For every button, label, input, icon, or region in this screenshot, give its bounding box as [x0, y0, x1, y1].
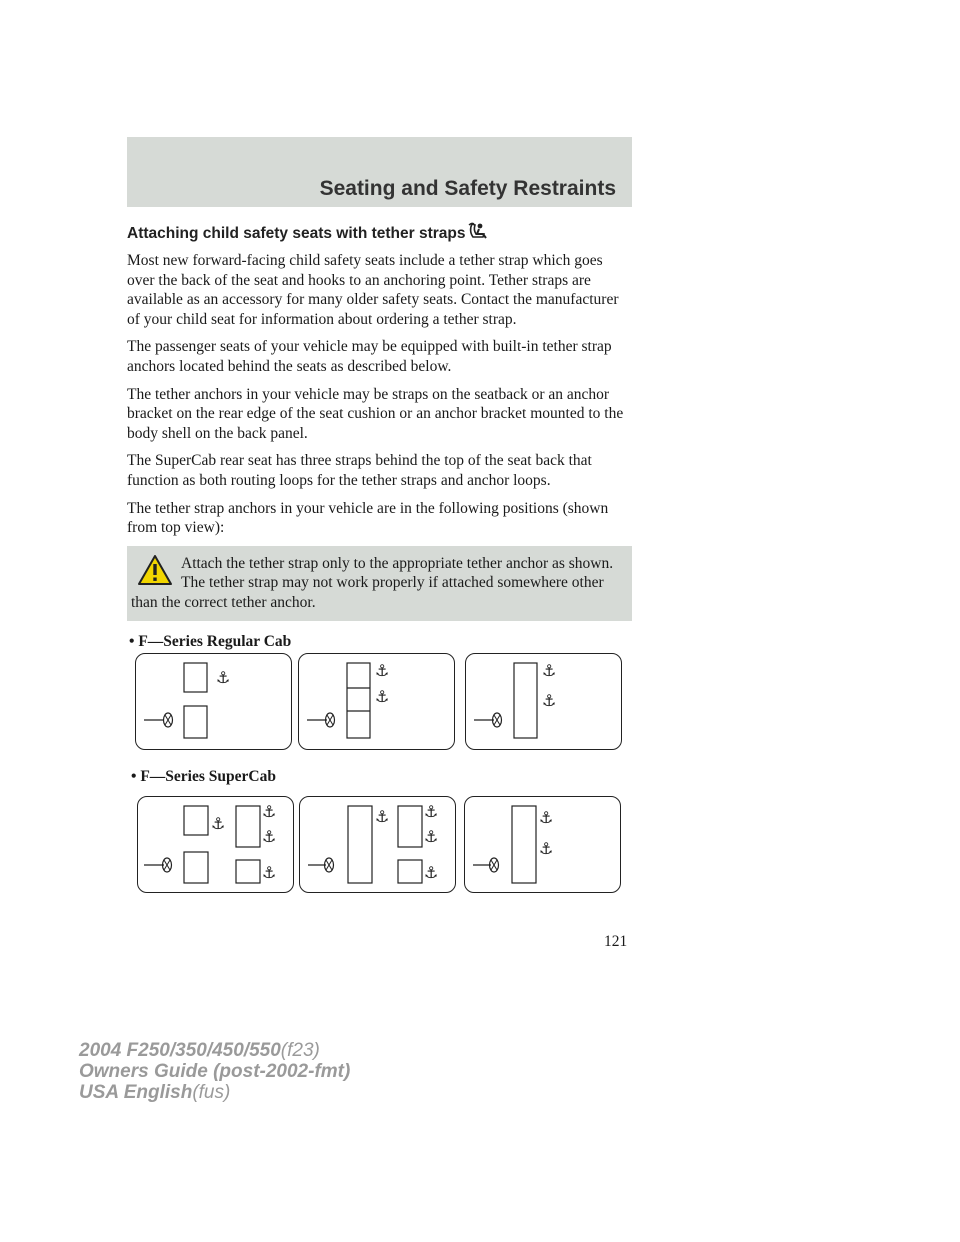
svg-text:⚓: ⚓ [211, 814, 226, 833]
footer-model: 2004 F250/350/450/550 [79, 1040, 281, 1061]
paragraph-1: Most new forward-facing child safety seats include a tether strap which goes over the back of the seat and hooks to an anchoring point. Tether straps are available as an accessory for many older safety seats. Contact the manufacturer of your child seat for information about ordering a tether strap. [127, 252, 619, 328]
supercab-diagram-2 [299, 796, 456, 893]
svg-text:⚓: ⚓ [216, 668, 231, 687]
page-section-title: Seating and Safety Restraints [319, 177, 616, 200]
footer-line-2: Owners Guide (post-2002-fmt) [79, 1061, 351, 1082]
paragraph-3: The tether anchors in your vehicle may be straps on the seatback or an anchor bracket on the rear edge of the seat cushion or an anchor bracket mounted to the body shell on the back panel. [127, 385, 624, 442]
paragraph-4: The SuperCab rear seat has three straps behind the top of the seat back that function as both routing loops for the tether straps and anchor loops. [127, 452, 592, 489]
svg-text:⚓: ⚓ [262, 863, 277, 882]
footer-model-code: (f23) [280, 1040, 320, 1061]
bullet-regular-cab-label: F—Series Regular Cab [138, 632, 292, 650]
supercab-diagram-1 [137, 796, 294, 893]
svg-text:⚓: ⚓ [262, 827, 277, 846]
svg-text:⚓: ⚓ [375, 661, 390, 680]
header-band [127, 137, 632, 207]
warning-triangle-icon [137, 554, 173, 586]
bullet-supercab: • F—Series SuperCab [131, 768, 276, 785]
footer-language-code: (fus) [192, 1082, 231, 1103]
svg-text:⚓: ⚓ [542, 691, 557, 710]
svg-text:⚓: ⚓ [539, 839, 554, 858]
section-heading-text: Attaching child safety seats with tether straps [127, 225, 466, 242]
svg-text:⚓: ⚓ [539, 808, 554, 827]
child-seat-icon [467, 222, 489, 240]
warning-box [127, 546, 632, 621]
svg-text:⚓: ⚓ [424, 863, 439, 882]
section-heading [127, 222, 632, 243]
supercab-diagram-3 [464, 796, 621, 893]
warning-text: Attach the tether strap only to the appropriate tether anchor as shown. The tether strap may not work properly if attached somewhere other than the correct tether anchor. [131, 554, 614, 611]
bullet-supercab-label: F—Series SuperCab [140, 768, 276, 785]
regular-cab-diagram-3 [465, 653, 622, 750]
regular-cab-diagram-1 [135, 653, 292, 750]
paragraph-5: The tether strap anchors in your vehicle are in the following positions (shown from top view): [127, 499, 609, 537]
paragraph-2: The passenger seats of your vehicle may be equipped with built-in tether strap anchors located behind the seats as described below. [127, 338, 612, 375]
footer-line-1 [79, 1040, 350, 1061]
svg-text:⚓: ⚓ [424, 827, 439, 846]
svg-text:⚓: ⚓ [424, 802, 439, 821]
svg-text:⚓: ⚓ [375, 687, 390, 706]
footer-line-3 [79, 1082, 350, 1103]
content [127, 222, 632, 651]
footer-language: USA English [79, 1082, 193, 1103]
page-number: 121 [604, 933, 628, 950]
footer-info [79, 1040, 350, 1103]
svg-text:⚓: ⚓ [262, 802, 277, 821]
svg-text:⚓: ⚓ [375, 807, 390, 826]
regular-cab-diagram-2 [298, 653, 455, 750]
bullet-regular-cab: • F—Series Regular Cab [129, 632, 292, 650]
svg-text:⚓: ⚓ [542, 661, 557, 680]
